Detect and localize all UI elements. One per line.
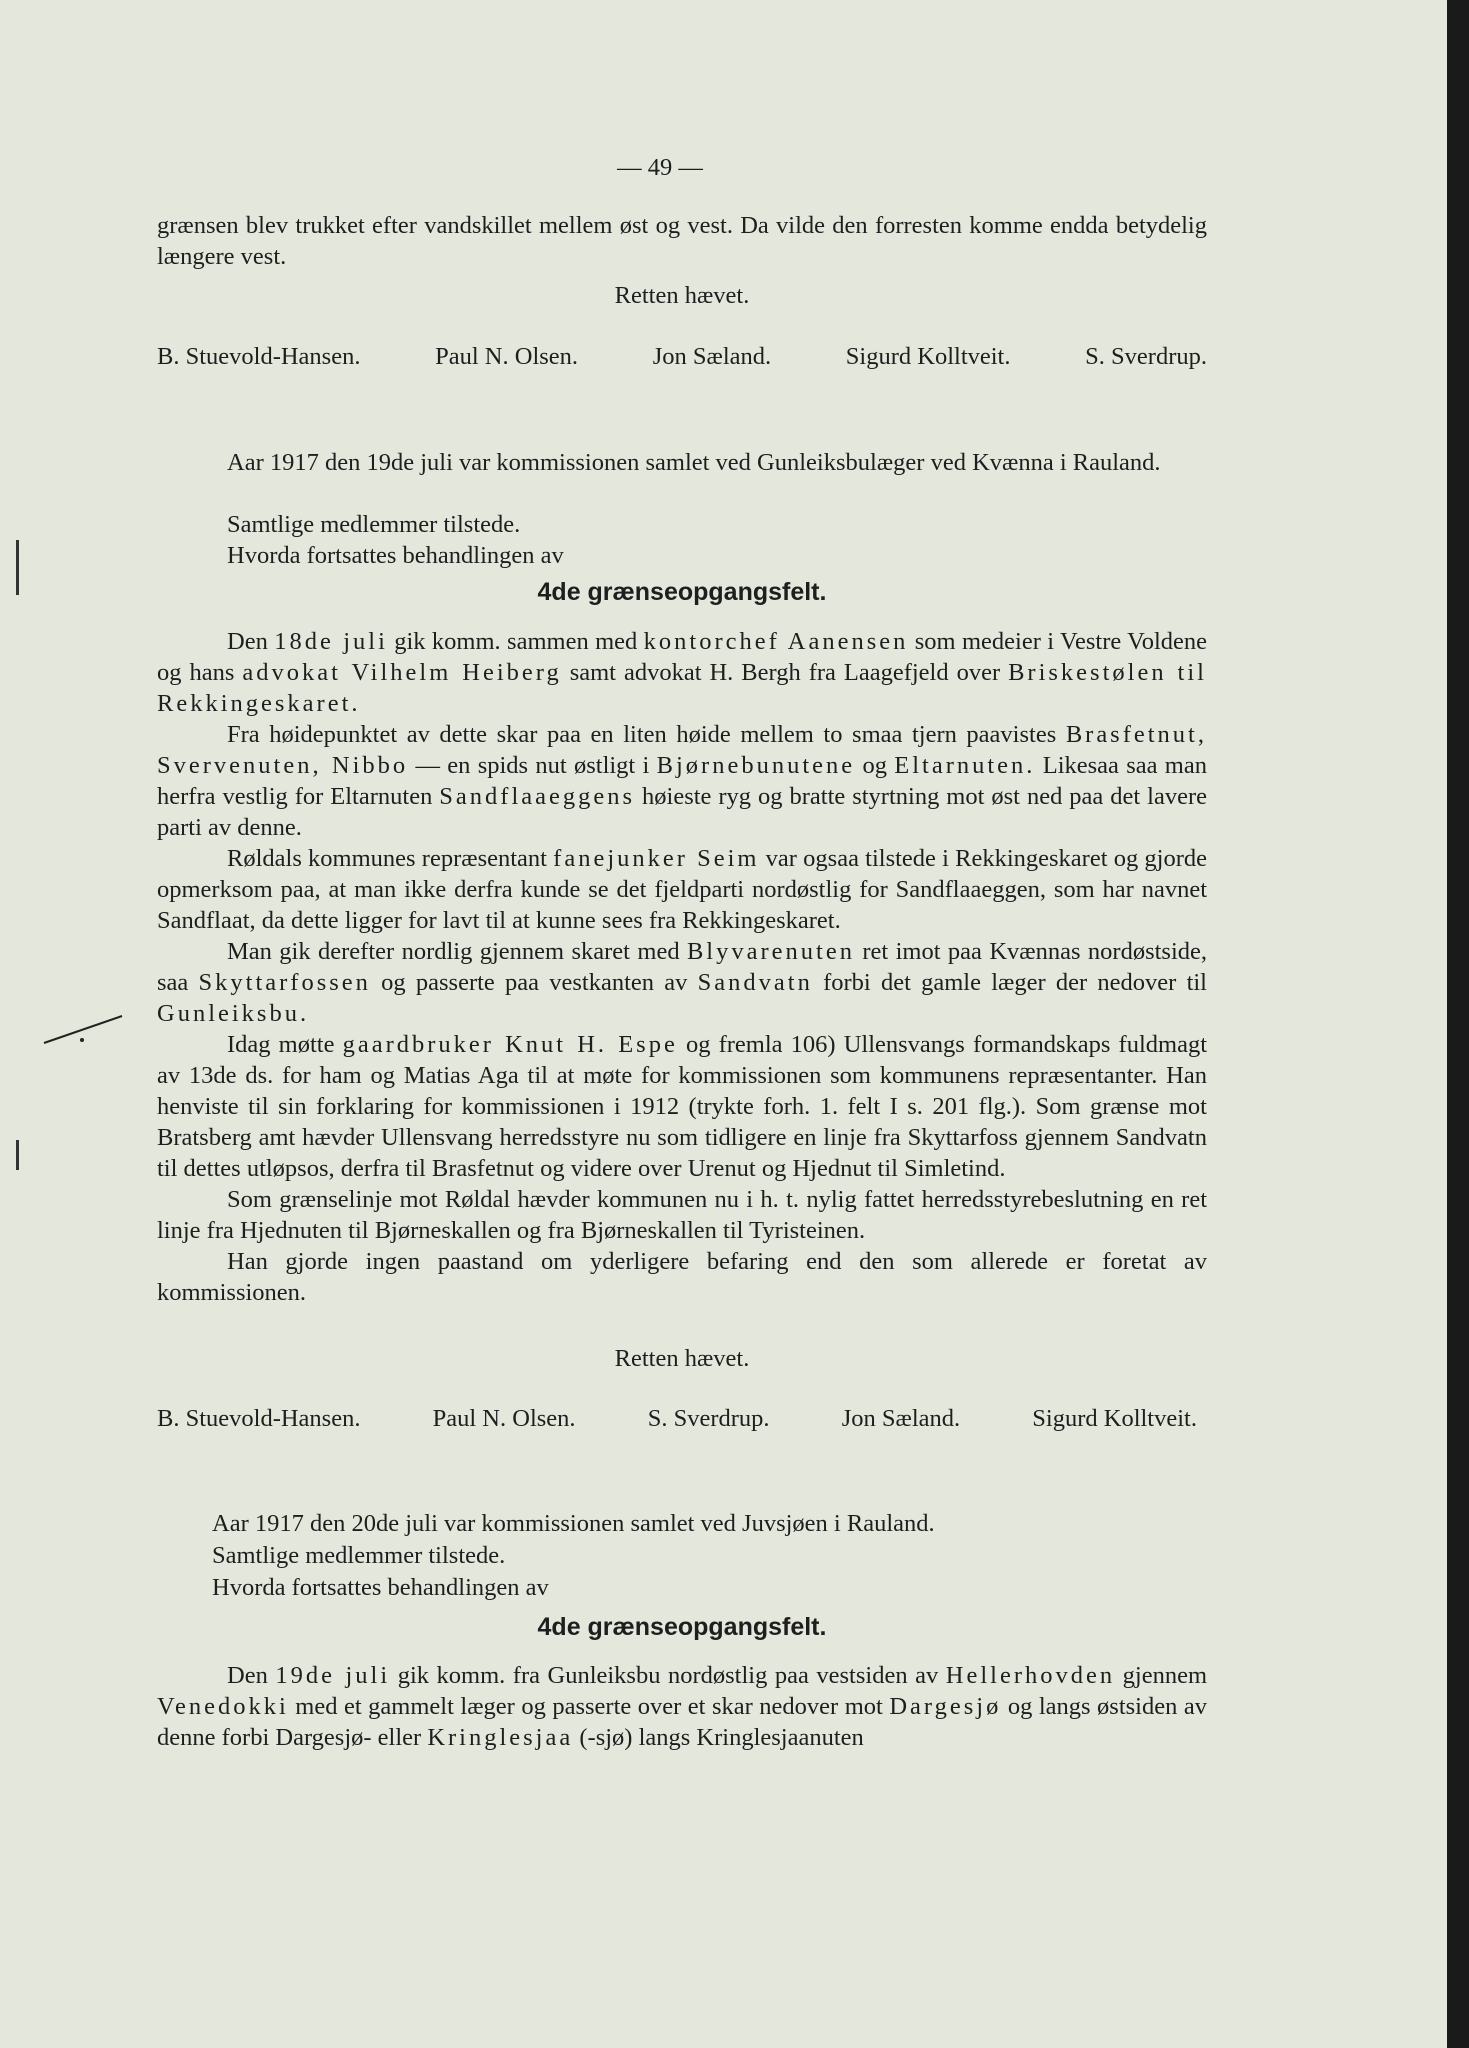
spaced-name: Dargesjø <box>889 1693 1002 1720</box>
section-body <box>157 626 1207 1308</box>
text-run: gik komm. sammen med <box>387 628 644 655</box>
signatures-row <box>157 1405 1197 1433</box>
paragraph: Som grænselinje mot Røldal hævder kommunen nu i h. t. nylig fattet herredsstyrebeslutning en ret linje fra Hjednuten til Bjørneskallen og fra Bjørneskallen til Tyristeinen. <box>157 1186 1207 1244</box>
spaced-name: Briskestølen til Rekkingeskaret. <box>157 659 1207 717</box>
spaced-name: gaardbruker Knut H. Espe <box>342 1031 678 1058</box>
spaced-name: Venedokki <box>157 1693 289 1720</box>
signature: B. Stuevold-Hansen. <box>157 1405 361 1432</box>
signatures-row <box>157 343 1207 371</box>
text-run: Idag møtte <box>227 1031 343 1058</box>
text-run: Fra høidepunktet av dette skar paa en liten høide mellem to smaa tjern paavistes <box>227 721 1066 748</box>
signature: B. Stuevold-Hansen. <box>157 343 361 370</box>
spaced-name: Hellerhovden <box>945 1662 1116 1689</box>
paragraph <box>157 1660 1207 1753</box>
signature: Jon Sæland. <box>652 343 772 370</box>
spaced-name: Sandflaaeggens <box>439 783 636 810</box>
paragraph <box>157 1029 1207 1184</box>
scan-mark <box>16 540 19 595</box>
text-run: Den <box>227 1662 276 1689</box>
text-run: og fremla 106) Ullensvangs formandskaps fuldmagt av 13de ds. for ham og Matias Aga til at møte for kommissionen som kommunens repræsentanter. Han henviste til sin forklaring for kommissionen i 1912 (trykte forh. 1. felt I s. 201 flg.). Som grænse mot Bratsberg amt hævder Ullensvang herredsstyre nu som tidligere en linje fra Skyttarfoss gjennem Sandvatn til dettes utløpsos, derfra til Brasfetnut og videre over Urenut og Hjednut til Simletind. <box>157 1031 1208 1182</box>
scan-mark <box>16 1140 19 1170</box>
spaced-name: Blyvarenuten <box>686 938 855 965</box>
scan-border <box>1447 0 1469 2048</box>
text-run: samt advokat H. Bergh fra Laagefjeld over <box>561 659 1009 686</box>
signature: Jon Sæland. <box>841 1405 961 1432</box>
session-intro: Aar 1917 den 20de juli var kommissionen samlet ved Juvsjøen i Rauland. <box>212 1510 935 1537</box>
text-run: (-sjø) langs Kringlesjaanuten <box>573 1724 864 1751</box>
closing-line: Retten hævet. <box>614 1345 750 1372</box>
text-run: Den <box>227 628 275 655</box>
closing-line: Retten hævet. <box>614 282 750 309</box>
session-intro: Aar 1917 den 19de juli var kommissionen samlet ved Gunleiksbulæger ved Kvænna i Rauland. <box>227 449 1161 476</box>
section-heading: 4de grænseopgangsfelt. <box>537 578 827 606</box>
text-run: Likesaa saa man herfra vestlig for Eltarnuten <box>157 752 1207 810</box>
paragraph: Han gjorde ingen paastand om yderligere befaring end den som allerede er foretat av kommissionen. <box>157 1248 1207 1306</box>
paragraph <box>157 719 1207 843</box>
spaced-name: Gunleiksbu. <box>157 1000 310 1027</box>
text-run: gjennem <box>1115 1662 1207 1689</box>
signature: S. Sverdrup. <box>647 1405 770 1432</box>
spaced-name: fanejunker Seim <box>553 845 760 872</box>
paragraph <box>157 936 1207 1029</box>
text-run: og langs østsiden av denne forbi Dargesjø- eller <box>157 1693 1207 1751</box>
spaced-name: advokat Vilhelm Heiberg <box>242 659 562 686</box>
session-intro: Hvorda fortsattes behandlingen av <box>227 542 564 569</box>
text-run: og <box>855 752 895 779</box>
spaced-name: 18de juli <box>274 628 388 655</box>
spaced-name: Eltarnuten. <box>894 752 1036 779</box>
margin-annotation-mark <box>42 1008 127 1048</box>
session-intro: Samtlige medlemmer tilstede. <box>227 511 521 538</box>
spaced-name: Brasfetnut, Svervenuten, Nibbo <box>157 721 1207 779</box>
text-run: gik komm. fra Gunleiksbu nordøstlig paa vestsiden av <box>390 1662 946 1689</box>
signature: S. Sverdrup. <box>1085 343 1207 370</box>
text-run: ret imot paa Kvænnas nordøstside, saa <box>157 938 1207 996</box>
session-intro: Samtlige medlemmer tilstede. <box>212 1542 506 1569</box>
text-run: var ogsaa tilstede i Rekkingeskaret og gjorde opmerksom paa, at man ikke derfra kunde se det fjeldparti nordøstlig for Sandflaaeggen, som har navnet Sandflaat, da dette ligger for lavt til at kunne sees fra Rekkingeskaret. <box>157 845 1207 934</box>
text-run: med et gammelt læger og passerte over et skar nedover mot <box>288 1693 890 1720</box>
spaced-name: Kringlesjaa <box>427 1724 574 1751</box>
signature: Paul N. Olsen. <box>432 1405 576 1432</box>
text-run: og passerte paa vestkanten av <box>370 969 698 996</box>
spaced-name: Skyttarfossen <box>198 969 371 996</box>
session-intro: Hvorda fortsattes behandlingen av <box>212 1574 549 1601</box>
section-heading: 4de grænseopgangsfelt. <box>537 1613 827 1641</box>
spaced-name: Sandvatn <box>697 969 813 996</box>
spaced-name: kontorchef Aanensen <box>643 628 909 655</box>
signature: Paul N. Olsen. <box>435 343 579 370</box>
text-run: Røldals kommunes repræsentant <box>227 845 554 872</box>
signature: Sigurd Kolltveit. <box>845 343 1011 370</box>
paragraph <box>157 843 1207 936</box>
text-run: forbi det gamle læger der nedover til <box>812 969 1207 996</box>
paragraph: grænsen blev trukket efter vandskillet mellem øst og vest. Da vilde den forresten komme endda betydelig længere vest. <box>157 212 1207 270</box>
signature: Sigurd Kolltveit. <box>1032 1405 1197 1432</box>
page-number: — 49 — <box>617 154 703 181</box>
paragraph <box>157 626 1207 719</box>
spaced-name: 19de juli <box>275 1662 391 1689</box>
text-run: — en spids nut østligt i <box>408 752 657 779</box>
section-body <box>157 1660 1207 1753</box>
spaced-name: Bjørnebunutene <box>656 752 856 779</box>
text-run: Man gik derefter nordlig gjennem skaret med <box>227 938 687 965</box>
text-run: som medeier i Vestre Voldene og hans <box>157 628 1207 686</box>
text-run: høieste ryg og bratte styrtning mot øst ned paa det lavere parti av denne. <box>157 783 1207 841</box>
